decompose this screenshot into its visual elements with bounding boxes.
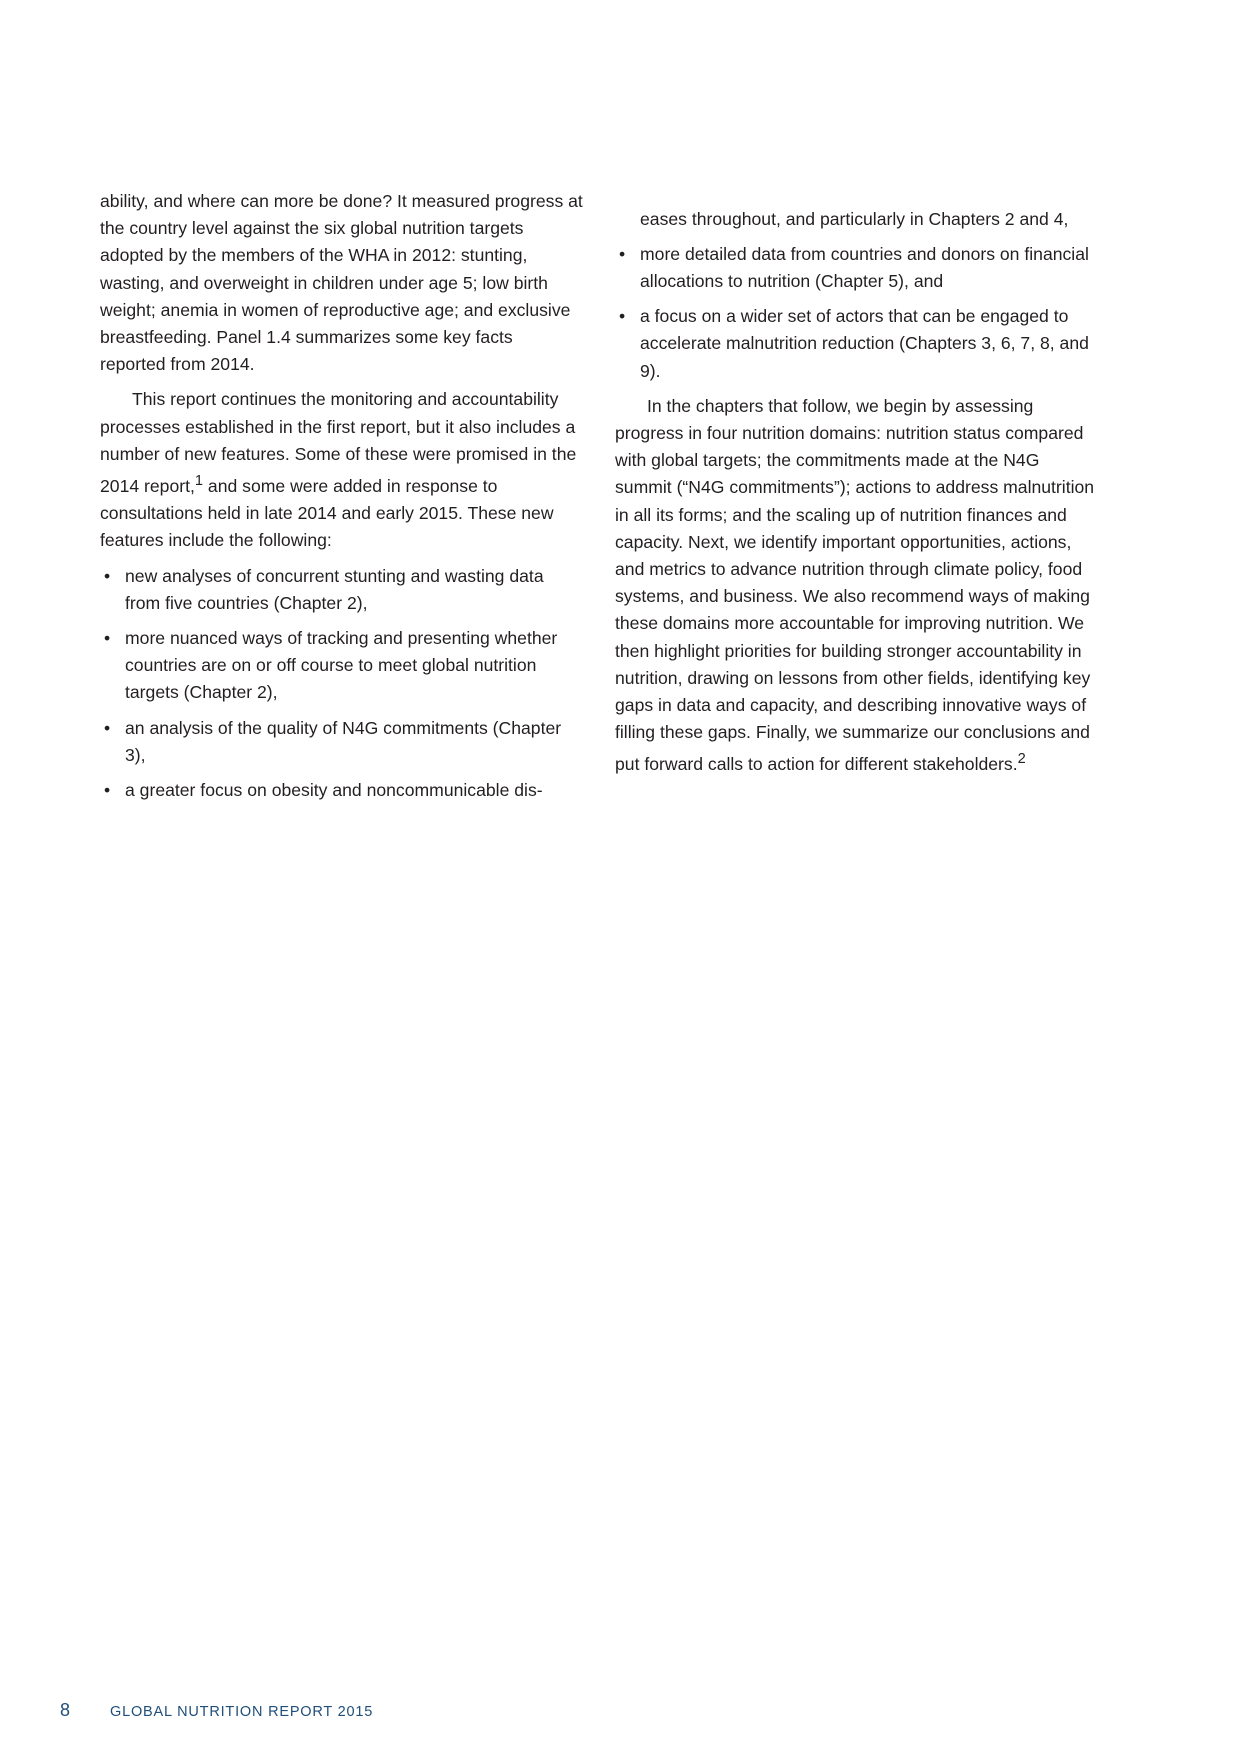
list-item: • an analysis of the quality of N4G commitments (Chapter 3), xyxy=(100,715,583,769)
body-paragraph-1: ability, and where can more be done? It measured progress at the country level against the six global nutrition targets adopted by the members of the WHA in 2012: stunting, wasting, and overweight in children under age 5; low birth weight; anemia in women of reproductive age; and exclusive breastfeeding. Panel 1.4 summarizes some key facts reported from 2014. xyxy=(100,191,583,375)
list-item-continued: eases throughout, and particularly in Chapters 2 and 4, xyxy=(640,208,1069,229)
left-column xyxy=(100,188,583,812)
list-item: • more detailed data from countries and donors on financial allocations to nutrition (Chapter 5), and xyxy=(615,241,1098,295)
paragraph-text: In the chapters that follow, we begin by assessing progress in four nutrition domains: nutrition status compared with global targets; the commitments made at the N4G summit (“N4G commitments”); actions to address malnutrition in all its forms; and the scaling up of nutrition finances and capacity. Next, we identify important opportunities, actions, and metrics to advance nutrition through climate policy, food systems, and business. We also recommend ways of making these domains more accountable for improving nutrition. We then highlight priorities for building stronger accountability in nutrition, drawing on lessons from other fields, identifying key gaps in data and capacity, and describing innovative ways of filling these gaps. Finally, we summarize our conclusions and put forward calls to action for different stakeholders. xyxy=(615,395,1095,775)
body-paragraph-2 xyxy=(100,386,583,554)
list-item: • a focus on a wider set of actors that can be engaged to accelerate malnutrition reduction (Chapters 3, 6, 7, 8, and 9). xyxy=(615,303,1098,385)
body-paragraph-3 xyxy=(615,393,1098,779)
list-item: • a greater focus on obesity and noncommunicable dis- xyxy=(100,777,583,804)
footnote-ref-2[interactable]: 2 xyxy=(1017,751,1026,768)
features-list-continued xyxy=(615,241,1098,385)
list-item: • more nuanced ways of tracking and presenting whether countries are on or off course to meet global nutrition targets (Chapter 2), xyxy=(100,625,583,707)
footnote-ref-1[interactable]: 1 xyxy=(194,473,204,490)
page-number: 8 xyxy=(60,1700,71,1720)
paragraph-text: This report continues the monitoring and accountability processes established in the first report, but it also includes a number of new features. Some of these were promised in the 2014 report, xyxy=(100,389,577,496)
page-footer xyxy=(60,1700,373,1724)
list-item: • new analyses of concurrent stunting and wasting data from five countries (Chapter 2), xyxy=(100,563,583,617)
features-list xyxy=(100,563,583,805)
report-title: GLOBAL NUTRITION REPORT 2015 xyxy=(110,1704,374,1720)
paragraph-text: and some were added in response to consultations held in late 2014 and early 2015. These new features include the following: xyxy=(100,475,554,551)
right-column xyxy=(615,188,1098,787)
